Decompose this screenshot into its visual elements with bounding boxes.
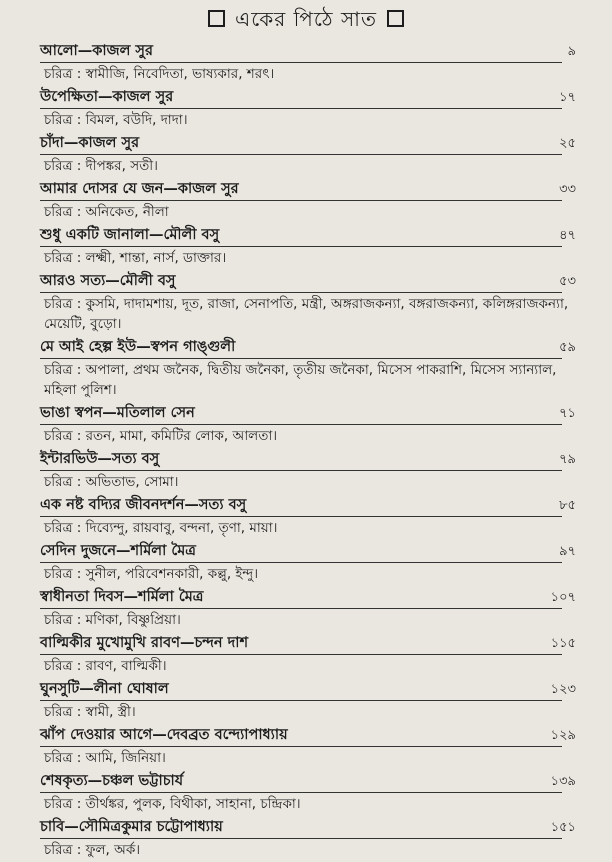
entry-title-row [40,178,576,202]
entry-title: আমার দোসর যে জন—কাজল সুর [40,181,239,197]
title-underline [40,562,562,563]
entry-characters: চরিত্র : স্বামীজি, নিবেদিতা, ভাষ্যকার, শরৎ। [44,66,275,82]
entry-title: বাল্মিকীর মুখোমুখি রাবণ—চন্দন দাশ [40,635,249,651]
square-ornament-icon [387,10,404,27]
entry-title: ঘুনসুটি—লীনা ঘোষাল [40,681,169,697]
entry-title-row [40,270,576,294]
contents-entry [40,494,576,538]
contents-entry [40,40,576,84]
title-underline [40,838,562,839]
page-number: ১৫১ [550,820,576,835]
contents-entry [40,632,576,676]
page-number: ৩৩ [559,182,576,197]
entry-title: ইন্টারভিউ—সত্য বসু [40,451,160,467]
entry-characters: চরিত্র : অনিকেত, নীলা [44,204,169,220]
contents-entry [40,86,576,130]
entry-title-row [40,770,576,794]
contents-entry [40,540,576,584]
entry-title: ঝাঁপ দেওয়ার আগে—দেবব্রত বন্দ্যোপাধ্যায় [40,727,288,743]
entry-title-row [40,678,576,702]
contents-list [40,40,576,862]
entry-characters: চরিত্র : আমি, জিনিয়া। [44,750,166,766]
entry-title: আলো—কাজল সুর [40,43,153,59]
entry-title-row [40,402,576,426]
page-number: ১৩৯ [550,774,576,789]
entry-characters: চরিত্র : দীপঙ্কর, সতী। [44,158,158,174]
page-number: ৪৭ [559,228,576,243]
entry-characters: চরিত্র : দিব্যেন্দু, রায়বাবু, বন্দনা, তৃণা, মায়া। [44,520,278,536]
entry-title: সেদিন দুজনে—শর্মিলা মৈত্র [40,543,196,559]
entry-characters: চরিত্র : তীর্থঙ্কর, পুলক, বিথীকা, সাহানা, চন্দ্রিকা। [44,796,301,812]
page-number: ২৫ [559,136,576,151]
contents-entry [40,770,576,814]
entry-characters: চরিত্র : ফুল, অর্ক। [44,842,141,858]
title-underline [40,700,562,701]
title-underline [40,358,562,359]
title-underline [40,292,562,293]
page-number: ৯৭ [559,544,576,559]
entry-title: আরও সত্য—মৌলী বসু [40,273,176,289]
book-heading [0,6,612,32]
contents-entry [40,816,576,860]
entry-title: মে আই হেল্প ইউ—স্বপন গাঙ্গুলী [40,339,236,355]
page-number: ৭৯ [559,452,576,467]
entry-title-row [40,816,576,840]
square-ornament-icon [208,10,225,27]
title-underline [40,246,562,247]
entry-characters: চরিত্র : অপালা, প্রথম জনৈক, দ্বিতীয় জনৈকা, তৃতীয় জনৈকা, মিসেস পাকরাশি, মিসেস স্যান্যাল, মহিলা পুলিশ। [44,362,557,398]
entry-characters: চরিত্র : মণিকা, বিষ্ণুপ্রিয়া। [44,612,181,628]
title-underline [40,654,562,655]
entry-title-row [40,494,576,518]
title-underline [40,200,562,201]
entry-title-row [40,632,576,656]
contents-entry [40,270,576,334]
entry-characters: চরিত্র : লক্ষ্মী, শান্তা, নার্স, ডাক্তার। [44,250,227,266]
contents-entry [40,178,576,222]
title-underline [40,792,562,793]
book-title: একের পিঠে সাত [234,7,377,31]
page-number: ১১৫ [550,636,576,651]
entry-title: এক নষ্ট বদ্যির জীবনদর্শন—সত্য বসু [40,497,247,513]
entry-characters: চরিত্র : সুনীল, পরিবেশনকারী, কল্লু, ইন্দু। [44,566,259,582]
contents-entry [40,586,576,630]
title-underline [40,154,562,155]
entry-title: ভাঙা স্বপন—মতিলাল সেন [40,405,195,421]
entry-title: শুধু একটি জানালা—মৌলী বসু [40,227,220,243]
contents-entry [40,448,576,492]
entry-characters: চরিত্র : বিমল, বউদি, দাদা। [44,112,188,128]
entry-characters: চরিত্র : কুসমি, দাদামশায়, দূত, রাজা, সেনাপতি, মন্ত্রী, অঙ্গরাজকন্যা, বঙ্গরাজকন্যা, কলিঙ্গরাজকন্যা, মেয়েটি, বুড়ো। [44,296,569,332]
entry-characters: চরিত্র : রতন, মামা, কমিটির লোক, আলতা। [44,428,278,444]
entry-title-row [40,586,576,610]
entry-title-row [40,336,576,360]
contents-entry [40,402,576,446]
page-number: ৭১ [559,406,576,421]
page-number: ৫৩ [559,274,576,289]
entry-title-row [40,448,576,472]
title-underline [40,108,562,109]
entry-title-row [40,132,576,156]
title-underline [40,470,562,471]
contents-entry [40,224,576,268]
title-underline [40,608,562,609]
contents-entry [40,132,576,176]
entry-title: স্বাধীনতা দিবস—শর্মিলা মৈত্র [40,589,204,605]
entry-title-row [40,724,576,748]
entry-characters: চরিত্র : স্বামী, স্ত্রী। [44,704,136,720]
contents-entry [40,724,576,768]
page-number: ১২৩ [550,682,576,697]
page-number: ৮৫ [559,498,576,513]
title-underline [40,746,562,747]
entry-title: উপেক্ষিতা—কাজল সুর [40,89,174,105]
entry-title-row [40,540,576,564]
page-number: ৫৯ [559,340,576,355]
entry-title-row [40,224,576,248]
entry-characters: চরিত্র : রাবণ, বাল্মিকী। [44,658,167,674]
title-underline [40,62,562,63]
entry-title: চাবি—সৌমিত্রকুমার চট্টোপাধ্যায় [40,819,223,835]
title-underline [40,424,562,425]
entry-title: চাঁদা—কাজল সুর [40,135,140,151]
entry-characters: চরিত্র : অভিতাভ, সোমা। [44,474,179,490]
contents-entry [40,678,576,722]
entry-title-row [40,40,576,64]
title-underline [40,516,562,517]
contents-entry [40,336,576,400]
page-number: ১৭ [559,90,576,105]
page-number: ১২৯ [550,728,576,743]
page-number: ৯ [567,44,576,59]
page-number: ১০৭ [550,590,576,605]
entry-title: শেষকৃত্য—চঞ্চল ভট্টাচার্য [40,773,184,789]
entry-title-row [40,86,576,110]
